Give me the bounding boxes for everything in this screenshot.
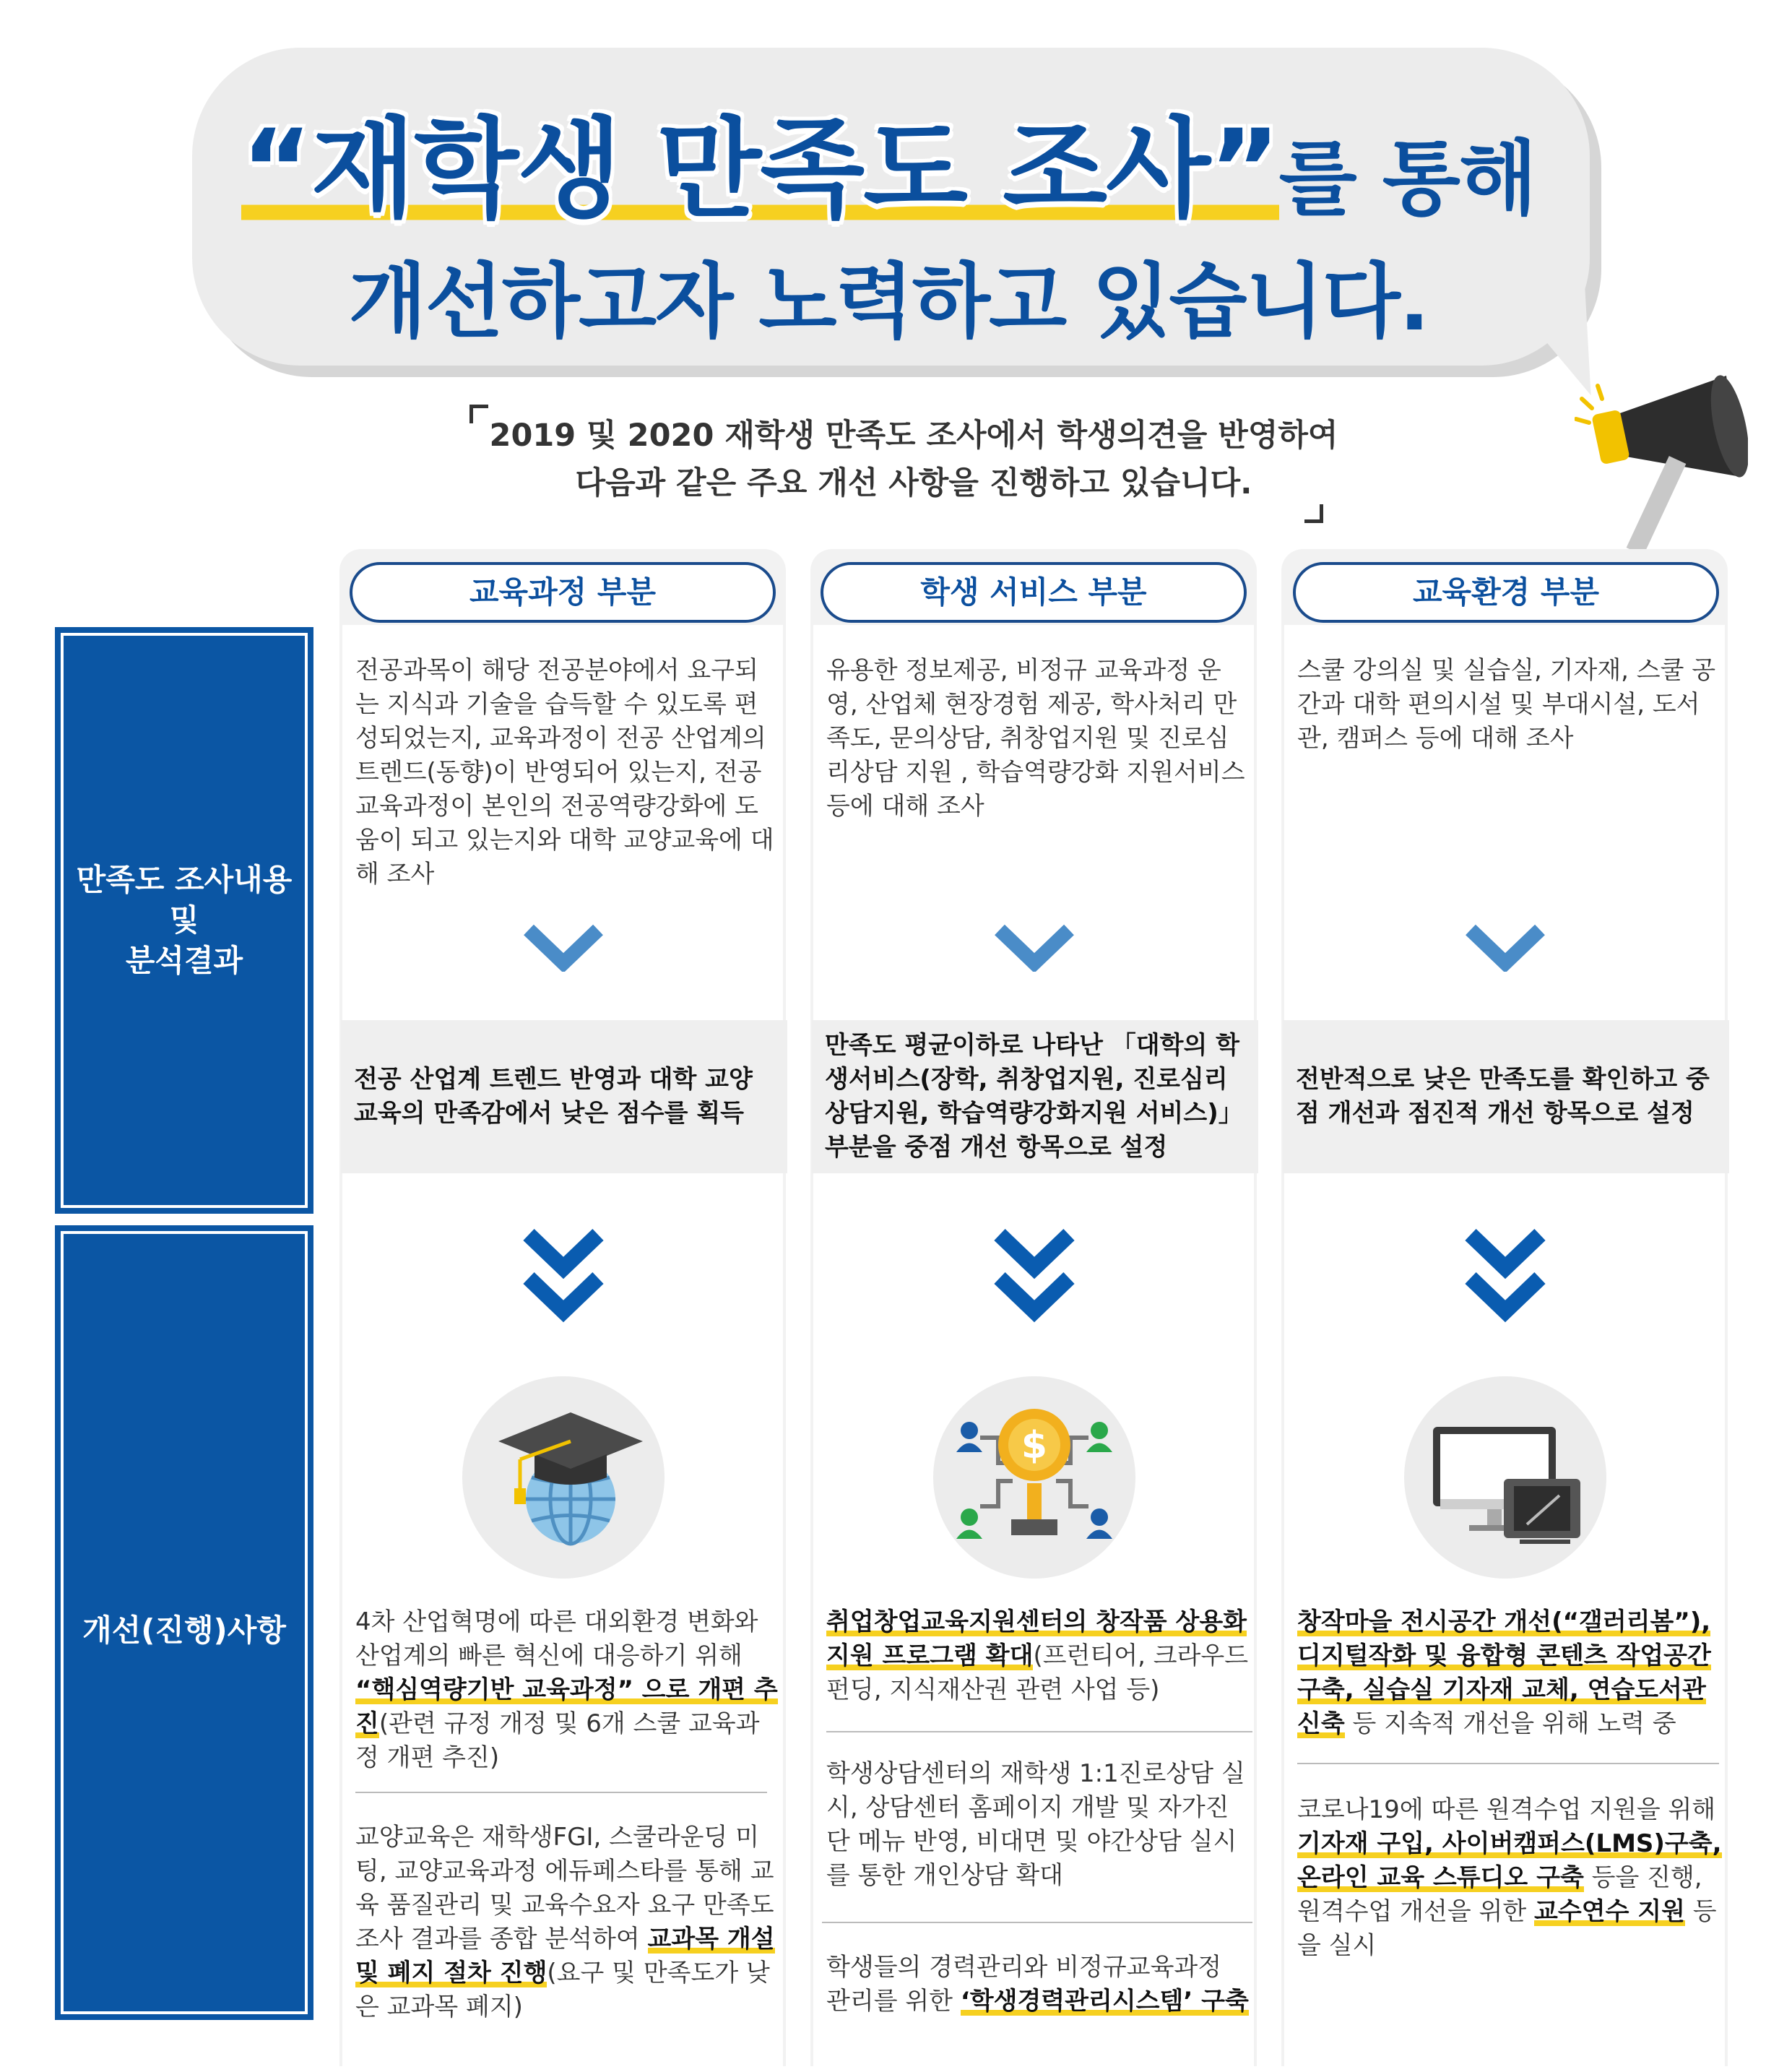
intro-line-1: 2019 및 2020 재학생 만족도 조사에서 학생의견을 반영하여 — [489, 418, 1338, 454]
highlight-span: 기자재 구입, 사이버캠퍼스(LMS)구축, 온라인 교육 스튜디오 구축 — [1297, 1829, 1722, 1892]
text-span: (관련 규정 개정 및 6개 스쿨 교육과정 개편 추진) — [355, 1709, 760, 1772]
text-span: (요구 및 만족도가 낮은 교과목 폐지) — [355, 1959, 770, 2021]
double-chevron-down-icon — [519, 1225, 608, 1326]
divider — [355, 1792, 767, 1793]
divider — [1297, 1763, 1719, 1764]
text-span: 코로나19에 따른 원격수업 지원을 위해 — [1297, 1795, 1716, 1824]
divider — [826, 1731, 1252, 1732]
improvement-curriculum-1 — [355, 1605, 782, 1775]
monitor-tablet-icon — [1419, 1391, 1592, 1564]
improvement-environment-2 — [1297, 1793, 1723, 1963]
column-header-curriculum: 교육과정 부분 — [350, 562, 776, 623]
row-label-improvement — [55, 1225, 313, 2020]
bracket-close — [1304, 504, 1323, 523]
summary-text-service: 만족도 평균이하로 나타난 「대학의 학생서비스(장학, 취창업지원, 진로심리상담지원, 학습역량강화지원 서비스)」부분을 중점 개선 항목으로 설정 — [825, 1031, 1243, 1162]
summary-box-environment — [1283, 1020, 1729, 1173]
highlight-span: 교수연수 지원 — [1534, 1897, 1685, 1926]
double-chevron-down-icon — [990, 1225, 1079, 1326]
svg-text:$: $ — [1021, 1424, 1048, 1467]
highlight-span: ‘학생경력관리시스템’ 구축 — [960, 1987, 1249, 2016]
highlight-span: 교과목 개설 및 폐지 절차 진행 — [355, 1925, 775, 1987]
money-network-icon — [948, 1391, 1121, 1564]
survey-text-service: 유용한 정보제공, 비정규 교육과정 운영, 산업체 현장경험 제공, 학사처리 만족도, 문의상담, 취창업지원 및 진로심리상담 지원 , 학습역량강화 지원서비스 등에 대해 조사 — [826, 656, 1245, 821]
row-label-survey-line-2: 및 — [169, 902, 199, 938]
survey-text-curriculum: 전공과목이 해당 전공분야에서 요구되는 지식과 기술을 습득할 수 있도록 편성되었는지, 교육과정이 전공 산업계의 트렌드(동향)이 반영되어 있는지, 전공 교육과정이 본인의 전공역량강화에 도움이 되고 있는지와 대학 교양교육에 대해 조사 — [355, 656, 774, 889]
highlight-span: 취업창업교육지원센터의 창작품 상용화 지원 프로그램 확대 — [826, 1607, 1247, 1670]
text-span: 등을 실시 — [1297, 1897, 1717, 1960]
improvement-service-3 — [826, 1951, 1252, 2019]
text-span: 등 지속적 개선을 위해 노력 중 — [1344, 1709, 1676, 1738]
text-span: 등을 진행, 원격수업 개선을 위한 — [1297, 1863, 1702, 1926]
page-title — [238, 108, 1538, 356]
row-label-improvement-text: 개선(진행)사항 — [82, 1613, 286, 1648]
title-quote: “재학생 만족도 조사” — [241, 107, 1279, 233]
text-span: 교양교육은 재학생FGI, 스쿨라운딩 미팅, 교양교육과정 에듀페스타를 통해 교육 품질관리 및 교육수요자 요구 만족도 조사 결과를 종합 분석하여 — [355, 1823, 774, 1954]
text-span: 4차 산업혁명에 따른 대외환경 변화와 산업계의 빠른 혁신에 대응하기 위해 — [355, 1607, 758, 1670]
improvement-service-2: 학생상담센터의 재학생 1:1진로상담 실시, 상담센터 홈페이지 개발 및 자가진단 메뉴 반영, 비대면 및 야간상담 실시를 통한 개인상담 확대 — [826, 1759, 1245, 1890]
row-label-survey-line-1: 만족도 조사내용 — [76, 862, 293, 897]
title-suffix: 를 통해 — [1278, 132, 1536, 226]
chevron-down-icon — [520, 921, 607, 972]
divider — [822, 1922, 1252, 1923]
improvement-service-1 — [826, 1605, 1252, 1707]
improvement-environment-1 — [1297, 1605, 1723, 1741]
graduation-cap-globe-icon — [477, 1391, 650, 1564]
text-span: 학생들의 경력관리와 비정규교육과정 관리를 위한 — [826, 1953, 1222, 2016]
summary-box-curriculum — [341, 1020, 787, 1173]
chevron-down-icon — [991, 921, 1078, 972]
megaphone-icon — [1575, 368, 1748, 556]
improvement-curriculum-2 — [355, 1821, 782, 2024]
title-line-2: 개선하고자 노력하고 있습니다. — [348, 255, 1429, 349]
column-header-environment: 교육환경 부분 — [1293, 562, 1719, 623]
row-label-survey-line-3: 분석결과 — [125, 943, 243, 978]
highlight-span: 창작마을 전시공간 개선(“갤러리봄”), 디지털작화 및 융합형 콘텐츠 작업공간 구축, 실습실 기자재 교체, 연습도서관 신축 — [1297, 1607, 1711, 1738]
double-chevron-down-icon — [1460, 1225, 1550, 1326]
text-span: (프런티어, 크라우드펀딩, 지식재산권 관련 사업 등) — [826, 1641, 1249, 1704]
title-line-1 — [238, 108, 1538, 241]
row-label-survey — [55, 627, 313, 1214]
intro-text — [462, 412, 1365, 507]
summary-box-service — [812, 1020, 1258, 1173]
summary-text-environment: 전반적으로 낮은 만족도를 확인하고 중점 개선과 점진적 개선 항목으로 설정 — [1296, 1065, 1710, 1128]
summary-text-curriculum: 전공 산업계 트렌드 반영과 대학 교양교육의 만족감에서 낮은 점수를 획득 — [354, 1065, 753, 1128]
survey-text-environment: 스쿨 강의실 및 실습실, 기자재, 스쿨 공간과 대학 편의시설 및 부대시설, 도서관, 캠퍼스 등에 대해 조사 — [1297, 656, 1716, 753]
highlight-span: “핵심역량기반 교육과정” 으로 개편 추진 — [355, 1675, 778, 1738]
intro-line-2: 다음과 같은 주요 개선 사항을 진행하고 있습니다. — [575, 465, 1252, 501]
chevron-down-icon — [1462, 921, 1549, 972]
column-header-service: 학생 서비스 부분 — [821, 562, 1247, 623]
